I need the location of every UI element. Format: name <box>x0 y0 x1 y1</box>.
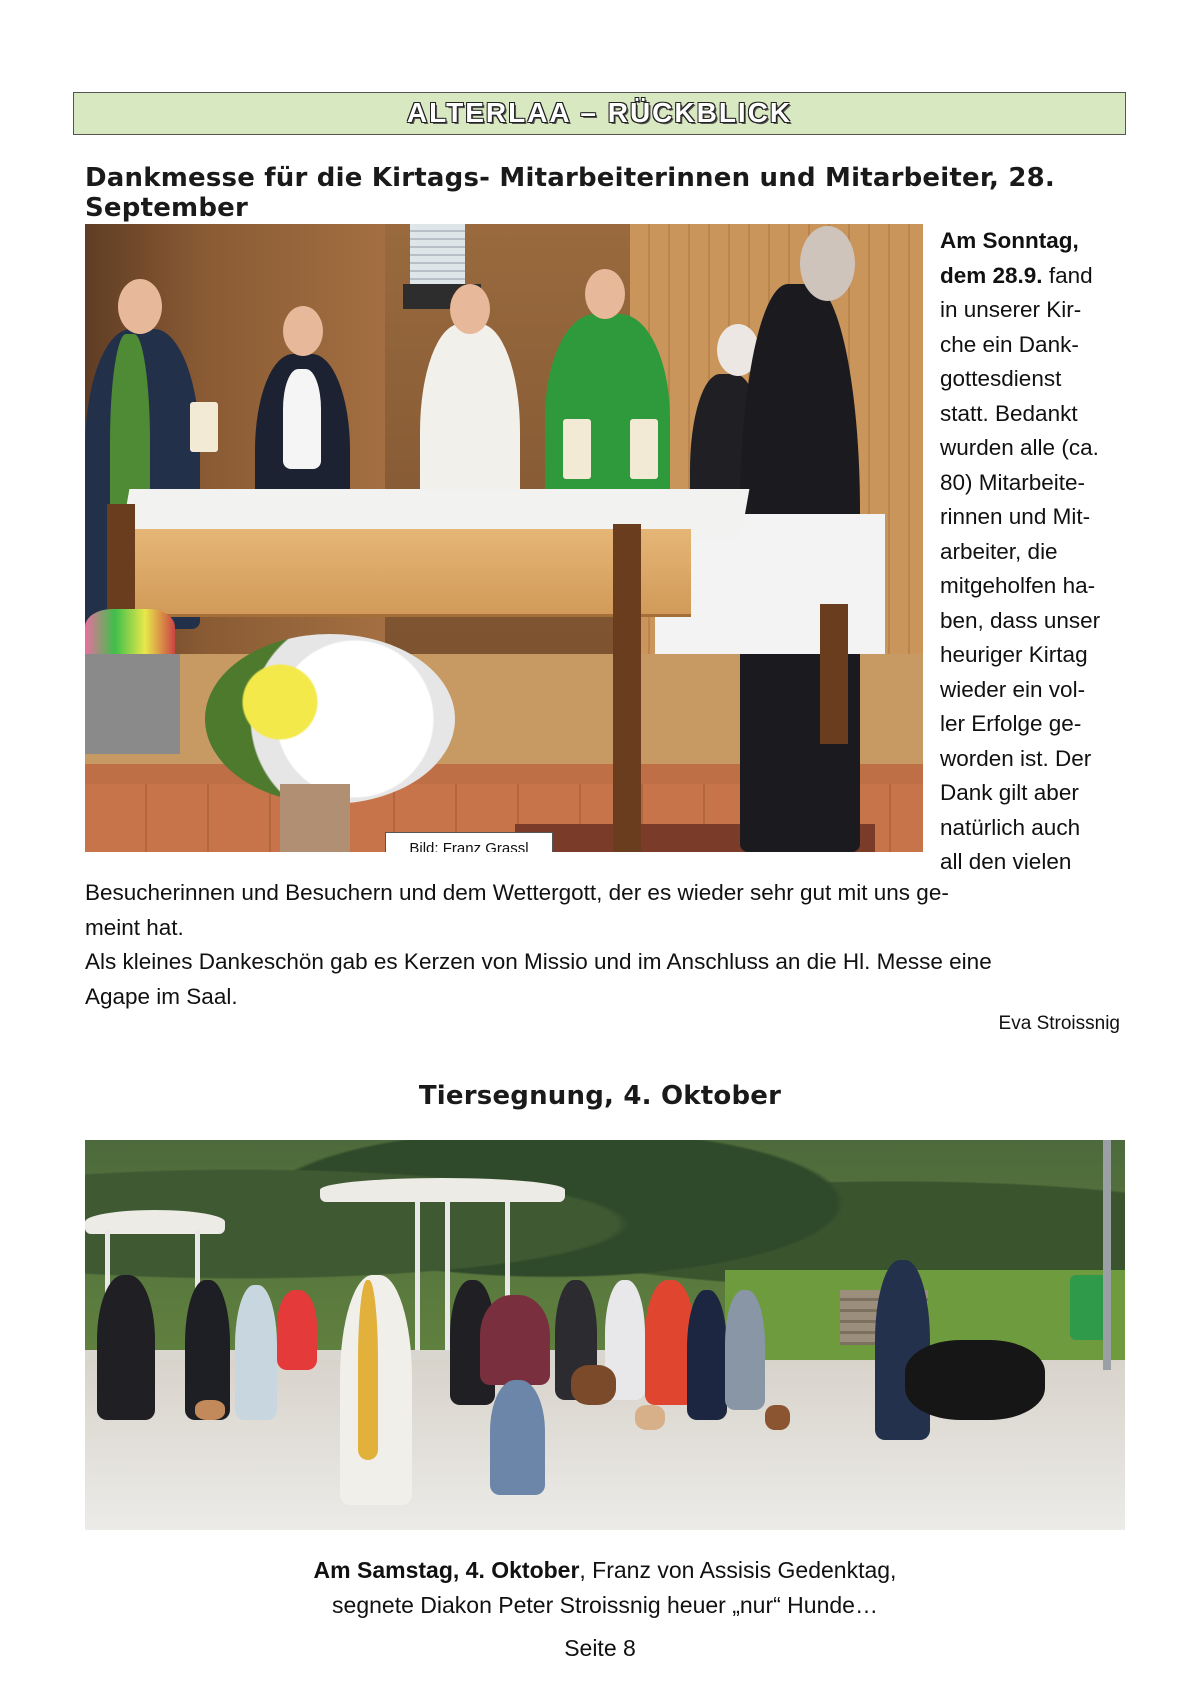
section-banner: ALTERLAA – RÜCKBLICK <box>73 92 1126 135</box>
animal-blessing-photo <box>85 1140 1125 1530</box>
caption-bold: Am Samstag, 4. Oktober <box>313 1557 580 1583</box>
lead-bold-1: Am Sonntag, <box>940 228 1079 253</box>
article-text-full: Besucherinnen und Besuchern und dem Wettergott, der es wieder sehr gut mit uns ge- meint hat. Als kleines Dankeschön gab es Kerzen von Missio und im Anschluss an die Hl. Messe eine Agape im Saal. <box>85 880 992 1009</box>
lead-bold-2: dem 28.9. <box>940 262 1043 288</box>
page-number: Seite 8 <box>564 1635 636 1661</box>
photo-caption: Am Samstag, 4. Oktober, Franz von Assisis Gedenktag, segnete Diakon Peter Stroissnig heuer „nur“ Hunde… <box>313 1557 897 1618</box>
altar-photo <box>85 224 923 852</box>
article-heading-dankmesse: Dankmesse für die Kirtags- Mitarbeiterinnen und Mitarbeiter, 28. September <box>85 163 1056 223</box>
photo-credit: Bild: Franz Grassl <box>385 832 553 852</box>
article-heading-tiersegnung: Tiersegnung, 4. Oktober <box>418 1081 782 1111</box>
article-author: Eva Stroissnig <box>998 1013 1120 1034</box>
article-text-side: Am Sonntag, dem 28.9. fand in unserer Kir- che ein Dank- gottesdienst statt. Bedankt wurden alle (ca. 80) Mitarbeite- rinnen und Mit- arbeiter, die mitgeholfen ha- ben, dass unser heuriger Kirtag wieder ein vol- ler Erfolge ge- worden ist. Der Dank gilt aber natürlich auch all den vielen <box>940 228 1101 874</box>
